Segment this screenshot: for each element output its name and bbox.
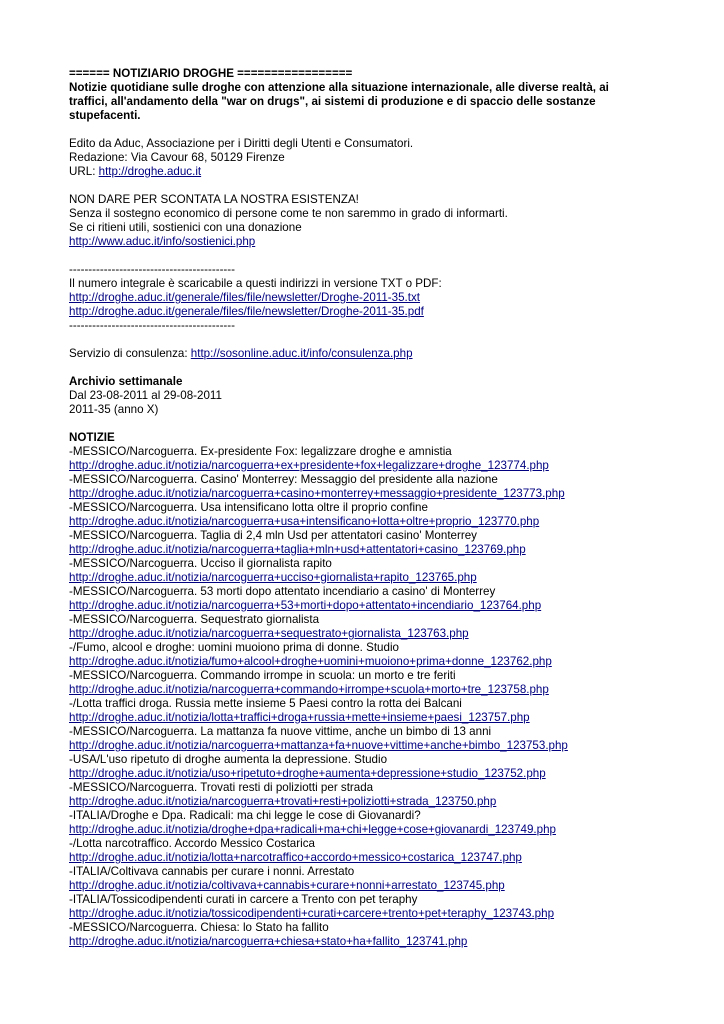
consulting-link[interactable]: http://sosonline.aduc.it/info/consulenza.php	[190, 347, 413, 360]
news-link[interactable]: http://droghe.aduc.it/notizia/lotta+traffici+droga+russia+mette+insieme+paesi_123757.php	[69, 711, 530, 724]
downloads-intro: Il numero integrale è scaricabile a questi indirizzi in versione TXT o PDF:	[69, 277, 442, 290]
news-title: -MESSICO/Narcoguerra. Ucciso il giornalista rapito	[69, 557, 332, 570]
news-title: -MESSICO/Narcoguerra. Taglia di 2,4 mln Usd per attentatori casino' Monterrey	[69, 529, 477, 542]
news-item	[69, 445, 669, 473]
news-item	[69, 809, 669, 837]
news-link[interactable]: http://droghe.aduc.it/notizia/lotta+narcotraffico+accordo+messico+costarica_123747.php	[69, 851, 522, 864]
news-link[interactable]: http://droghe.aduc.it/notizia/narcoguerra+chiesa+stato+ha+fallito_123741.php	[69, 935, 468, 948]
news-title: -MESSICO/Narcoguerra. Commando irrompe in scuola: un morto e tre feriti	[69, 669, 456, 682]
separator: -------------------------------------------	[69, 263, 236, 276]
news-item	[69, 893, 669, 921]
news-title: -MESSICO/Narcoguerra. Usa intensificano lotta oltre il proprio confine	[69, 501, 428, 514]
news-title: -MESSICO/Narcoguerra. Chiesa: lo Stato ha fallito	[69, 921, 329, 934]
spacer	[69, 361, 669, 375]
news-item	[69, 529, 669, 557]
news-item	[69, 473, 669, 501]
support-text: Senza il sostegno economico di persone come te non saremmo in grado di informarti.	[69, 207, 508, 220]
news-item	[69, 865, 669, 893]
site-link[interactable]: http://droghe.aduc.it	[98, 165, 202, 178]
spacer	[69, 417, 669, 431]
news-title: -MESSICO/Narcoguerra. La mattanza fa nuove vittime, anche un bimbo di 13 anni	[69, 725, 492, 738]
description-line: traffici, all'andamento della "war on drugs", ai sistemi di produzione e di spaccio delle sostanze	[69, 95, 596, 108]
news-item	[69, 697, 669, 725]
news-link[interactable]: http://droghe.aduc.it/notizia/narcoguerra+usa+intensificano+lotta+oltre+proprio_123770.php	[69, 515, 540, 528]
spacer	[69, 179, 669, 193]
news-link[interactable]: http://droghe.aduc.it/notizia/fumo+alcool+droghe+uomini+muoiono+prima+donne_123762.php	[69, 655, 552, 668]
news-link[interactable]: http://droghe.aduc.it/notizia/narcoguerra+casino+monterrey+messaggio+presidente_123773.php	[69, 487, 565, 500]
news-item	[69, 641, 669, 669]
news-item	[69, 837, 669, 865]
news-title: -/Fumo, alcool e droghe: uomini muoiono prima di donne. Studio	[69, 641, 399, 654]
news-title: -ITALIA/Coltivava cannabis per curare i nonni. Arrestato	[69, 865, 355, 878]
description-line: Notizie quotidiane sulle droghe con attenzione alla situazione internazionale, alle diverse realtà, ai	[69, 81, 609, 94]
support-text: Se ci ritieni utili, sostienici con una donazione	[69, 221, 302, 234]
newsletter-title: ====== NOTIZIARIO DROGHE =================	[69, 67, 353, 80]
news-link[interactable]: http://droghe.aduc.it/notizia/narcoguerra+mattanza+fa+nuove+vittime+anche+bimbo_123753.php	[69, 739, 568, 752]
news-link[interactable]: http://droghe.aduc.it/notizia/narcoguerra+53+morti+dopo+attentato+incendiario_123764.php	[69, 599, 542, 612]
news-item	[69, 921, 669, 949]
spacer	[69, 333, 669, 347]
spacer	[69, 123, 669, 137]
address-line: Redazione: Via Cavour 68, 50129 Firenze	[69, 151, 285, 164]
archive-heading: Archivio settimanale	[69, 375, 183, 388]
news-link[interactable]: http://droghe.aduc.it/notizia/coltivava+cannabis+curare+nonni+arrestato_123745.php	[69, 879, 505, 892]
news-list	[69, 445, 669, 949]
news-item	[69, 781, 669, 809]
separator: -------------------------------------------	[69, 319, 236, 332]
news-link[interactable]: http://droghe.aduc.it/notizia/uso+ripetuto+droghe+aumenta+depressione+studio_123752.php	[69, 767, 546, 780]
url-label: URL:	[69, 165, 99, 178]
news-heading: NOTIZIE	[69, 431, 115, 444]
news-item	[69, 501, 669, 529]
news-link[interactable]: http://droghe.aduc.it/notizia/narcoguerra+ex+presidente+fox+legalizzare+droghe_123774.php	[69, 459, 549, 472]
news-title: -MESSICO/Narcoguerra. Ex-presidente Fox: legalizzare droghe e amnistia	[69, 445, 452, 458]
news-link[interactable]: http://droghe.aduc.it/notizia/narcoguerra+commando+irrompe+scuola+morto+tre_123758.php	[69, 683, 549, 696]
news-title: -MESSICO/Narcoguerra. Trovati resti di poliziotti per strada	[69, 781, 374, 794]
news-item	[69, 753, 669, 781]
support-headline: NON DARE PER SCONTATA LA NOSTRA ESISTENZA!	[69, 193, 359, 206]
pdf-download-link[interactable]: http://droghe.aduc.it/generale/files/file/newsletter/Droghe-2011-35.pdf	[69, 305, 424, 318]
news-link[interactable]: http://droghe.aduc.it/notizia/tossicodipendenti+curati+carcere+trento+pet+teraphy_123743.php	[69, 907, 555, 920]
news-item	[69, 557, 669, 585]
news-item	[69, 585, 669, 613]
news-link[interactable]: http://droghe.aduc.it/notizia/narcoguerra+taglia+mln+usd+attentatori+casino_123769.php	[69, 543, 526, 556]
consulting-line	[69, 347, 669, 361]
spacer	[69, 249, 669, 263]
news-link[interactable]: http://droghe.aduc.it/notizia/narcoguerra+trovati+resti+poliziotti+strada_123750.php	[69, 795, 497, 808]
news-title: -MESSICO/Narcoguerra. Sequestrato giornalista	[69, 613, 320, 626]
news-title: -/Lotta narcotraffico. Accordo Messico Costarica	[69, 837, 315, 850]
news-title: -ITALIA/Droghe e Dpa. Radicali: ma chi legge le cose di Giovanardi?	[69, 809, 421, 822]
publisher-line: Edito da Aduc, Associazione per i Diritti degli Utenti e Consumatori.	[69, 137, 414, 150]
newsletter-document	[69, 67, 669, 949]
donation-link[interactable]: http://www.aduc.it/info/sostienici.php	[69, 235, 256, 248]
news-title: -/Lotta traffici droga. Russia mette insieme 5 Paesi contro la rotta dei Balcani	[69, 697, 462, 710]
news-title: -MESSICO/Narcoguerra. Casino' Monterrey: Messaggio del presidente alla nazione	[69, 473, 498, 486]
news-title: -USA/L'uso ripetuto di droghe aumenta la depressione. Studio	[69, 753, 388, 766]
news-item	[69, 613, 669, 641]
news-title: -MESSICO/Narcoguerra. 53 morti dopo attentato incendiario a casino' di Monterrey	[69, 585, 496, 598]
news-title: -ITALIA/Tossicodipendenti curati in carcere a Trento con pet teraphy	[69, 893, 418, 906]
consulting-label: Servizio di consulenza:	[69, 347, 191, 360]
txt-download-link[interactable]: http://droghe.aduc.it/generale/files/file/newsletter/Droghe-2011-35.txt	[69, 291, 421, 304]
url-line	[69, 165, 669, 179]
description-line: stupefacenti.	[69, 109, 141, 122]
news-link[interactable]: http://droghe.aduc.it/notizia/narcoguerra+ucciso+giornalista+rapito_123765.php	[69, 571, 477, 584]
archive-issue: 2011-35 (anno X)	[69, 403, 159, 416]
news-link[interactable]: http://droghe.aduc.it/notizia/narcoguerra+sequestrato+giornalista_123763.php	[69, 627, 469, 640]
news-link[interactable]: http://droghe.aduc.it/notizia/droghe+dpa+radicali+ma+chi+legge+cose+giovanardi_123749.php	[69, 823, 556, 836]
news-item	[69, 669, 669, 697]
archive-date-range: Dal 23-08-2011 al 29-08-2011	[69, 389, 222, 402]
news-item	[69, 725, 669, 753]
